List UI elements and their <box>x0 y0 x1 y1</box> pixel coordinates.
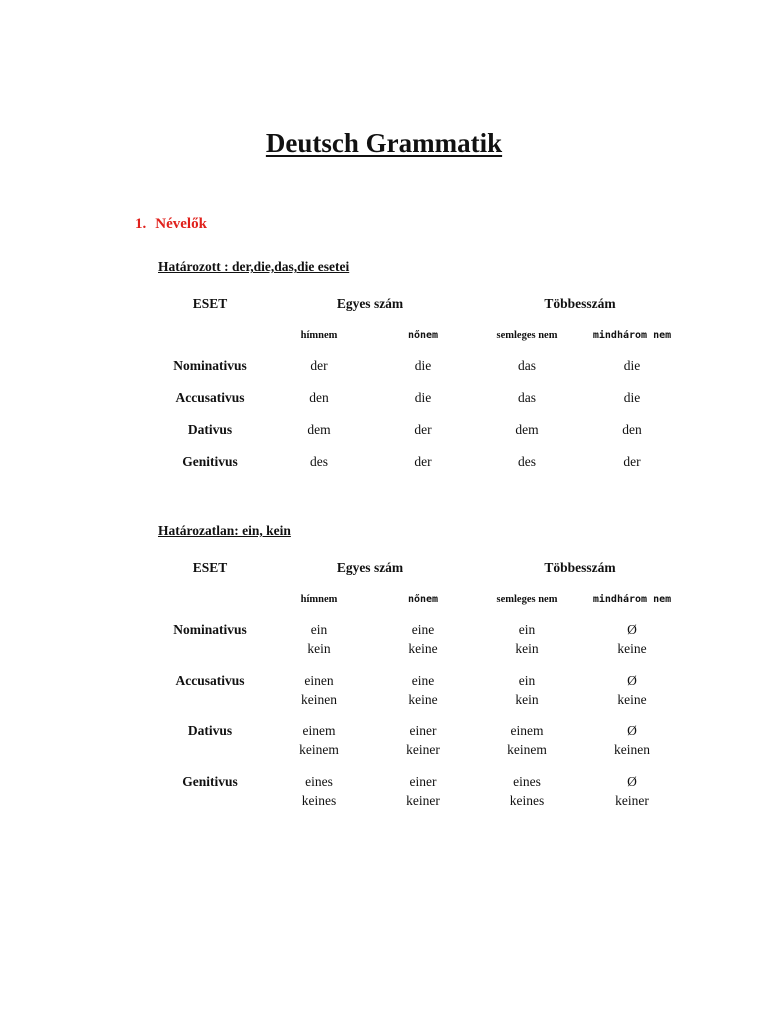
article-cell: die <box>414 358 432 373</box>
article-negative: keine <box>408 692 438 707</box>
article-negative: kein <box>307 641 331 656</box>
indefinite-heading: Határozatlan: ein, kein <box>158 523 291 538</box>
header-plural: Többesszám <box>544 560 616 575</box>
article-positive: Ø <box>627 774 637 789</box>
article-positive: ein <box>518 622 536 637</box>
article-cell: des <box>310 454 328 469</box>
article-cell <box>372 772 474 810</box>
header-plural: Többesszám <box>544 296 616 311</box>
subheader-all-genders: mindhárom nem <box>592 594 672 605</box>
article-negative: keines <box>301 793 337 808</box>
header-singular: Egyes szám <box>336 560 404 575</box>
article-positive: Ø <box>627 723 637 738</box>
article-cell <box>580 721 684 759</box>
article-positive: ein <box>310 622 328 637</box>
article-cell: die <box>414 390 432 405</box>
article-negative: keine <box>617 641 647 656</box>
article-cell: dem <box>307 422 331 437</box>
article-negative: keinem <box>299 742 339 757</box>
article-negative: keinen <box>301 692 337 707</box>
article-positive: eine <box>411 622 435 637</box>
subheader-all-genders: mindhárom nem <box>592 330 672 341</box>
article-positive: einem <box>510 723 544 738</box>
article-cell: das <box>518 390 536 405</box>
article-cell <box>372 620 474 658</box>
header-singular: Egyes szám <box>336 296 404 311</box>
article-cell <box>372 671 474 709</box>
subheader-neuter: semleges nem <box>496 330 558 341</box>
article-cell: des <box>518 454 536 469</box>
case-label: Genitivus <box>182 454 238 469</box>
article-negative: keinem <box>507 742 547 757</box>
article-positive: Ø <box>627 673 637 688</box>
header-case: ESET <box>192 296 228 311</box>
subheader-neuter: semleges nem <box>496 594 558 605</box>
article-negative: keiner <box>406 742 440 757</box>
section-label: Névelők <box>155 216 207 232</box>
article-negative: keine <box>408 641 438 656</box>
case-label: Dativus <box>187 723 233 738</box>
article-cell <box>474 671 580 709</box>
subheader-feminine: nőnem <box>407 594 439 605</box>
article-negative: kein <box>515 692 539 707</box>
article-positive: eines <box>305 774 333 789</box>
article-negative: keinen <box>614 742 650 757</box>
case-label: Accusativus <box>175 390 245 405</box>
article-cell: der <box>310 358 328 373</box>
subheader-feminine: nőnem <box>407 330 439 341</box>
article-negative: kein <box>515 641 539 656</box>
article-cell: der <box>623 454 641 469</box>
case-label: Genitivus <box>182 774 238 789</box>
article-cell: der <box>414 422 432 437</box>
article-positive: eine <box>411 673 435 688</box>
article-negative: keine <box>617 692 647 707</box>
article-positive: einer <box>409 723 437 738</box>
article-cell <box>474 620 580 658</box>
article-cell <box>580 620 684 658</box>
page-title: Deutsch Grammatik <box>265 128 503 158</box>
article-positive: eines <box>513 774 541 789</box>
subheader-masculine: hímnem <box>300 594 338 605</box>
article-cell: die <box>623 358 641 373</box>
case-label: Nominativus <box>173 622 247 637</box>
article-cell: dem <box>515 422 539 437</box>
article-negative: keines <box>509 793 545 808</box>
case-label: Dativus <box>187 422 233 437</box>
article-cell <box>372 721 474 759</box>
article-cell <box>266 721 372 759</box>
case-label: Accusativus <box>175 673 245 688</box>
article-cell <box>474 772 580 810</box>
article-cell: den <box>309 390 329 405</box>
article-cell <box>580 671 684 709</box>
article-cell <box>474 721 580 759</box>
article-positive: einen <box>304 673 334 688</box>
subheader-masculine: hímnem <box>300 330 338 341</box>
article-positive: ein <box>518 673 536 688</box>
section-heading <box>135 214 207 234</box>
article-cell: die <box>623 390 641 405</box>
article-cell <box>266 671 372 709</box>
article-cell: den <box>622 422 642 437</box>
article-cell <box>580 772 684 810</box>
header-case: ESET <box>192 560 228 575</box>
article-negative: keiner <box>406 793 440 808</box>
article-positive: einer <box>409 774 437 789</box>
article-positive: einem <box>302 723 336 738</box>
definite-heading: Határozott : der,die,das,die esetei <box>158 259 350 274</box>
article-cell <box>266 620 372 658</box>
section-number: 1. <box>135 216 147 232</box>
article-cell: der <box>414 454 432 469</box>
article-cell <box>266 772 372 810</box>
article-negative: keiner <box>615 793 649 808</box>
article-cell: das <box>518 358 536 373</box>
case-label: Nominativus <box>173 358 247 373</box>
article-positive: Ø <box>627 622 637 637</box>
